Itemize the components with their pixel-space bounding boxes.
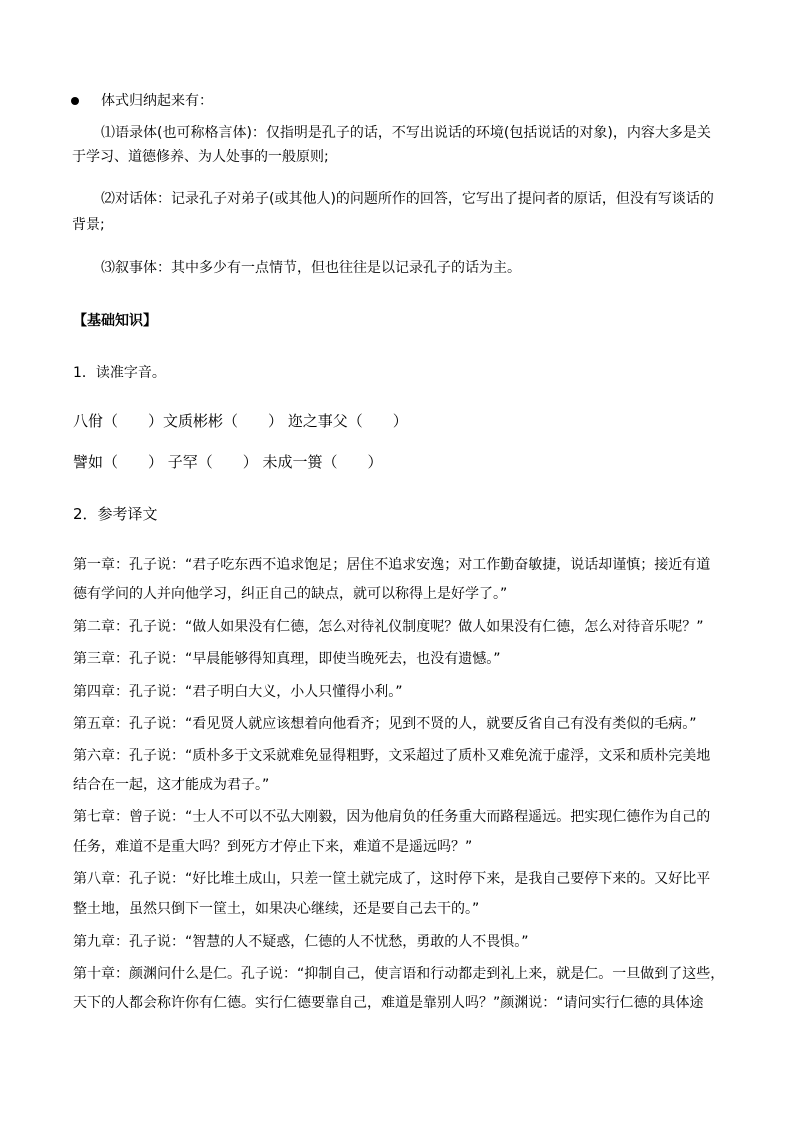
translation-line: 第八章：孔子说：“好比堆土成山，只差一筐土就完成了，这时停下来，是我自己要停下来的。又好比平 [73, 871, 711, 887]
translation-line: 德有学问的人并向他学习，纠正自己的缺点，就可以称得上是好学了。” [73, 586, 508, 602]
translation-line: 任务，难道不是重大吗？到死方才停止下来，难道不是遥远吗？” [73, 839, 473, 855]
translation-line: 第十章：颜渊问什么是仁。孔子说：“抑制自己，使言语和行动都走到礼上来，就是仁。一旦做到了这些， [73, 966, 725, 982]
pinyin-line: 八佾（ ）文质彬彬（ ） 迩之事父（ ） [73, 412, 408, 430]
question-2-title: 2．参考译文 [73, 505, 158, 523]
translation-line: 第六章：孔子说：“质朴多于文采就难免显得粗野，文采超过了质朴又难免流于虚浮，文采和质朴完美地 [73, 748, 711, 764]
forms-line: ⑵对话体：记录孔子对弟子(或其他人)的问题所作的回答，它写出了提问者的原话，但没有写谈话的 [101, 191, 714, 207]
forms-intro: 体式归纳起来有： [101, 93, 213, 109]
translation-line: 第二章：孔子说：“做人如果没有仁德，怎么对待礼仪制度呢？做人如果没有仁德，怎么对待音乐呢？” [73, 619, 704, 635]
pinyin-line: 譬如（ ） 子罕（ ） 未成一篑（ ） [73, 453, 383, 471]
translation-line: 第九章：孔子说：“智慧的人不疑惑，仁德的人不忧愁，勇敢的人不畏惧。” [73, 934, 529, 950]
translation-line: 第四章：孔子说：“君子明白大义，小人只懂得小利。” [73, 684, 403, 700]
translation-line: 结合在一起，这才能成为君子。” [73, 777, 270, 793]
translation-line: 天下的人都会称许你有仁德。实行仁德要靠自己，难道是靠别人吗？”颜渊说：“请问实行仁德的具体途 [73, 995, 704, 1011]
translation-line: 第七章：曾子说：“士人不可以不弘大刚毅，因为他肩负的任务重大而路程遥远。把实现仁德作为自己的 [73, 809, 711, 825]
translation-line: 整土地，虽然只倒下一筐土，如果决心继续，还是要自己去干的。” [73, 901, 480, 917]
forms-line: ⑶叙事体：其中多少有一点情节，但也往往是以记录孔子的话为主。 [101, 260, 521, 276]
forms-line: 背景; [72, 217, 105, 233]
translation-line: 第一章：孔子说：“君子吃东西不追求饱足；居住不追求安逸；对工作勤奋敏捷，说话却谨慎；接近有道 [73, 557, 711, 573]
translation-line: 第三章：孔子说：“早晨能够得知真理，即使当晚死去，也没有遗憾。” [73, 651, 501, 667]
question-1-title: 1．读准字音。 [73, 365, 166, 381]
bullet-icon [71, 97, 79, 105]
section-heading: 【基础知识】 [73, 313, 157, 329]
translation-line: 第五章：孔子说：“看见贤人就应该想着向他看齐；见到不贤的人，就要反省自己有没有类似的毛病。” [73, 716, 697, 732]
forms-line: ⑴语录体(也可称格言体)：仅指明是孔子的话，不写出说话的环境(包括说话的对象)，内容大多是关 [101, 125, 711, 141]
forms-line: 于学习、道德修养、为人处事的一般原则; [72, 149, 329, 165]
